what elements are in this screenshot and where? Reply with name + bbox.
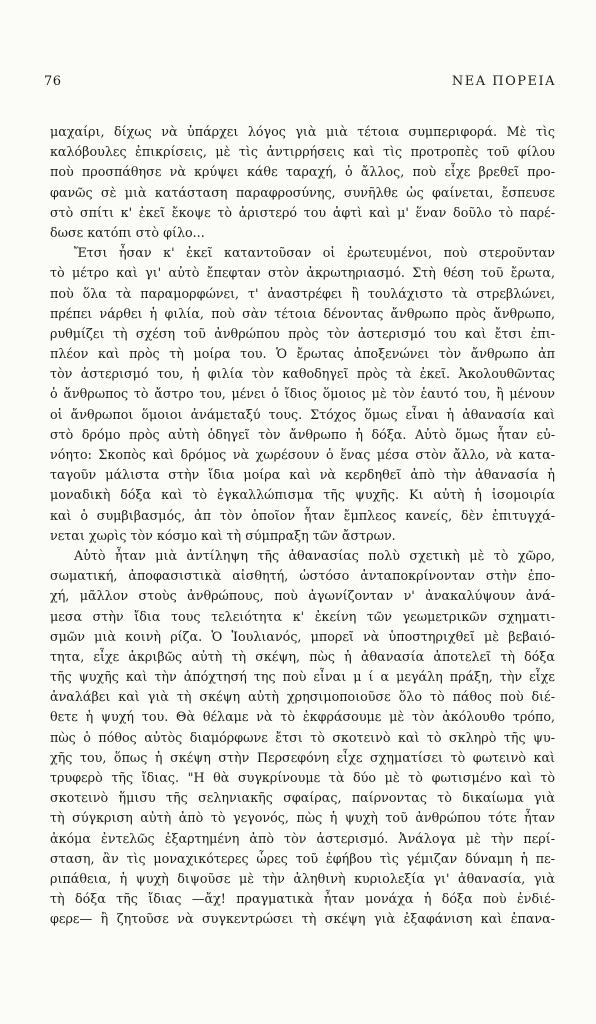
text-line: πὼς ὁ πόθος αὐτὸς διαμόρφωνε ἔτσι τὸ σκοτεινὸ καὶ τὸ σκληρὸ τῆς ψυ-	[50, 729, 555, 745]
text-line: καλόβουλες ἐπικρίσεις, μὲ τὶς ἀντιρρήσεις καὶ τὶς προτροπὲς τοῦ φίλου	[50, 144, 555, 160]
text-line: ἀναλάβει καὶ γιὰ τὴ σκέψη αὐτὴ χρησιμοποιοῦσε ὅλο τὸ πάθος ποὺ διέ-	[50, 689, 555, 705]
text-line: μαχαίρι, δίχως νὰ ὑπάρχει λόγος γιὰ μιὰ τέτοια συμπεριφορά. Μὲ τὶς	[50, 124, 555, 139]
text-line: χῆς του, ὅπως ἡ σκέψη στὴν Περσεφόνη εἶχε σχηματίσει τὸ φωτεινὸ καὶ	[50, 749, 555, 765]
text-line: στὸ σπίτι κ' ἐκεῖ ἔκοψε τὸ ἀριστερό του ἀφτὶ καὶ μ' ἕναν δοῦλο τὸ παρέ-	[50, 204, 555, 220]
text-line: μεσα στὴν ἴδια τους τελειότητα κ' ἐκείνη τῶν γεωμετρικῶν σχηματι-	[50, 608, 555, 624]
text-line: φανῶς σὲ μιὰ κατάσταση παραφροσύνης, συνῆλθε ὡς φαίνεται, ἔσπευσε	[50, 184, 555, 200]
text-line: πρέπει νάρθει ἡ φιλία, ποὺ σὰν τέτοια δένοντας ἄνθρωπο πρὸς ἄνθρωπο,	[50, 305, 555, 321]
text-line: στὸ δρόμο πρὸς αὐτὴ ὁδηγεῖ τὸν ἄνθρωπο ἡ δόξα. Αὐτὸ ὅμως ἦταν εὐ-	[50, 426, 555, 442]
text-line: φερε— ἢ ζητοῦσε νὰ συγκεντρώσει τὴ σκέψη γιὰ ἐξαφάνιση καὶ ἐπανα-	[50, 911, 555, 927]
text-line: καὶ ὁ συμβιβασμός, ἀπ τὸν ὁποῖον ἦταν ἔμπλεος κανείς, δὲν ἐπιτυγχά-	[50, 507, 555, 523]
text-line: χή, μᾶλλον στοὺς ἀνθρώπους, ποὺ ἀγωνίζονταν ν' ἀνακαλύψουν ἀνά-	[50, 588, 555, 604]
text-line: τὴ δόξα τῆς ἴδιας —ἄχ! πραγματικὰ ἦταν μονάχα ἡ δόξα ποὺ ἐνδιέ-	[50, 891, 555, 907]
page-header	[44, 74, 556, 92]
text-line: ριπάθεια, ἡ ψυχὴ διψοῦσε μὲ τὴν ἀληθινὴ κυριολεξία γι' ἀθανασία, γιὰ	[50, 870, 555, 886]
text-line: μοναδικὴ δόξα καὶ τὸ ἐγκαλλώπισμα τῆς ψυχῆς. Κι αὐτὴ ἡ ἰσομοιρία	[50, 487, 555, 503]
text-line: σταση, ἂν τὶς μοναχικότερες ὧρες τοῦ ἐφήβου τὶς γέμιζαν δύναμη ἡ πε-	[50, 850, 555, 866]
text-line: ρυθμίζει τὴ σχέση τοῦ ἀνθρώπου πρὸς τὸν ἀστερισμό του καὶ ἔτσι ἐπι-	[50, 325, 555, 341]
text-line: ἀκόμα ἐντελῶς ἐξαρτημένη ἀπὸ τὸν ἀστερισμό. Ἀνάλογα μὲ τὴν περί-	[50, 830, 555, 846]
text-line: ποὺ ὅλα τὰ παραμορφώνει, τ' ἀναστρέφει ἢ τουλάχιστο τὰ στρεβλώνει,	[50, 285, 555, 301]
body-text	[50, 122, 555, 930]
text-line: νόητο: Σκοπὸς καὶ δρόμος νὰ χωρέσουν ὁ ἕνας μέσα στὸν ἄλλο, νὰ κατα-	[50, 447, 555, 462]
text-line: τὸ μέτρο καὶ γι' αὐτὸ ἔπεφταν στὸν ἀκρωτηριασμό. Στὴ θέση τοῦ ἔρωτα,	[50, 265, 555, 281]
text-line: σμῶν μιὰ κοινὴ ρίζα. Ὁ Ἰουλιανός, μπορεῖ νὰ ὑποστηριχθεῖ μὲ βεβαιό-	[50, 628, 555, 644]
text-line: τῆς ψυχῆς καὶ τὴν ἀπόχτησή της ποὺ εἶναι μ ί α μεγάλη πράξη, τὴν εἶχε	[50, 669, 555, 685]
text-line: σκοτεινὸ ἥμισυ τῆς σεληνιακῆς σφαίρας, παίρνοντας τὸ δικαίωμα γιὰ	[50, 790, 555, 806]
text-line: δωσε κατόπι στὸ φίλο...	[50, 224, 205, 240]
text-line: ὁ ἄνθρωπος τὸ ἄστρο του, μένει ὁ ἴδιος ὅμοιος μὲ τὸν ἑαυτό του, ἢ μένουν	[50, 386, 555, 402]
text-line: οἱ ἄνθρωποι ὅμοιοι ἀνάμεταξύ τους. Στόχος ὅμως εἶναι ἡ ἀθανασία καὶ	[50, 406, 555, 422]
text-line: ταγοῦν μάλιστα στὴν ἴδια μοίρα καὶ νὰ κερδηθεῖ ἀπὸ τὴν ἀθανασία ἡ	[50, 467, 555, 483]
running-title: ΝΕΑ ΠΟΡΕΙΑ	[451, 74, 556, 89]
text-line: Αὐτὸ ἦταν μιὰ ἀντίληψη τῆς ἀθανασίας πολὺ σχετικὴ μὲ τὸ χῶρο,	[74, 547, 555, 563]
text-line: θετε ἡ ψυχή του. Θὰ θέλαμε νὰ τὸ ἐκφράσουμε μὲ τὸν ἀκόλουθο τρόπο,	[50, 709, 555, 725]
text-line: νεται χωρὶς τὸν κόσμο καὶ τὴ σύμπραξη τῶν ἄστρων.	[50, 527, 396, 543]
text-line: Ἔτσι ἦσαν κ' ἐκεῖ καταντοῦσαν οἱ ἐρωτευμένοι, ποὺ στεροῦνταν	[74, 245, 555, 261]
text-line: τὴ σύγκριση αὐτὴ ἀπὸ τὸ γεγονός, πὼς ἡ ψυχὴ τοῦ ἀνθρώπου τότε ἦταν	[50, 810, 555, 826]
text-line: πλέον καὶ πρὸς τὴ μοίρα του. Ὁ ἔρωτας ἀποξενώνει τὸν ἄνθρωπο ἀπ	[50, 346, 555, 362]
text-line: τητα, εἶχε ἀκριβῶς αὐτὴ τὴ σκέψη, πὼς ἡ ἀθανασία ἀποτελεῖ τὴ δόξα	[50, 648, 555, 664]
text-line: τρυφερὸ τῆς ἴδιας. "Η θὰ συγκρίνουμε τὰ δύο μὲ τὸ φωτισμένο καὶ τὸ	[50, 770, 555, 785]
text-line: ποὺ προσπάθησε νὰ κρύψει κάθε ταραχή, ὁ ἄλλος, ποὺ εἶχε βρεθεῖ προ-	[50, 164, 555, 180]
text-line: σωματική, ἀποφασιστικὰ αἰσθητή, ὡστόσο ἀνταποκρίνονταν στὴν ἐπο-	[50, 568, 555, 584]
text-line: τὸν ἀστερισμό του, ἡ φιλία τὸν καθοδηγεῖ πρὸς τὰ ἐκεῖ. Ἀκολουθῶντας	[50, 366, 555, 382]
page-number: 76	[44, 74, 62, 89]
